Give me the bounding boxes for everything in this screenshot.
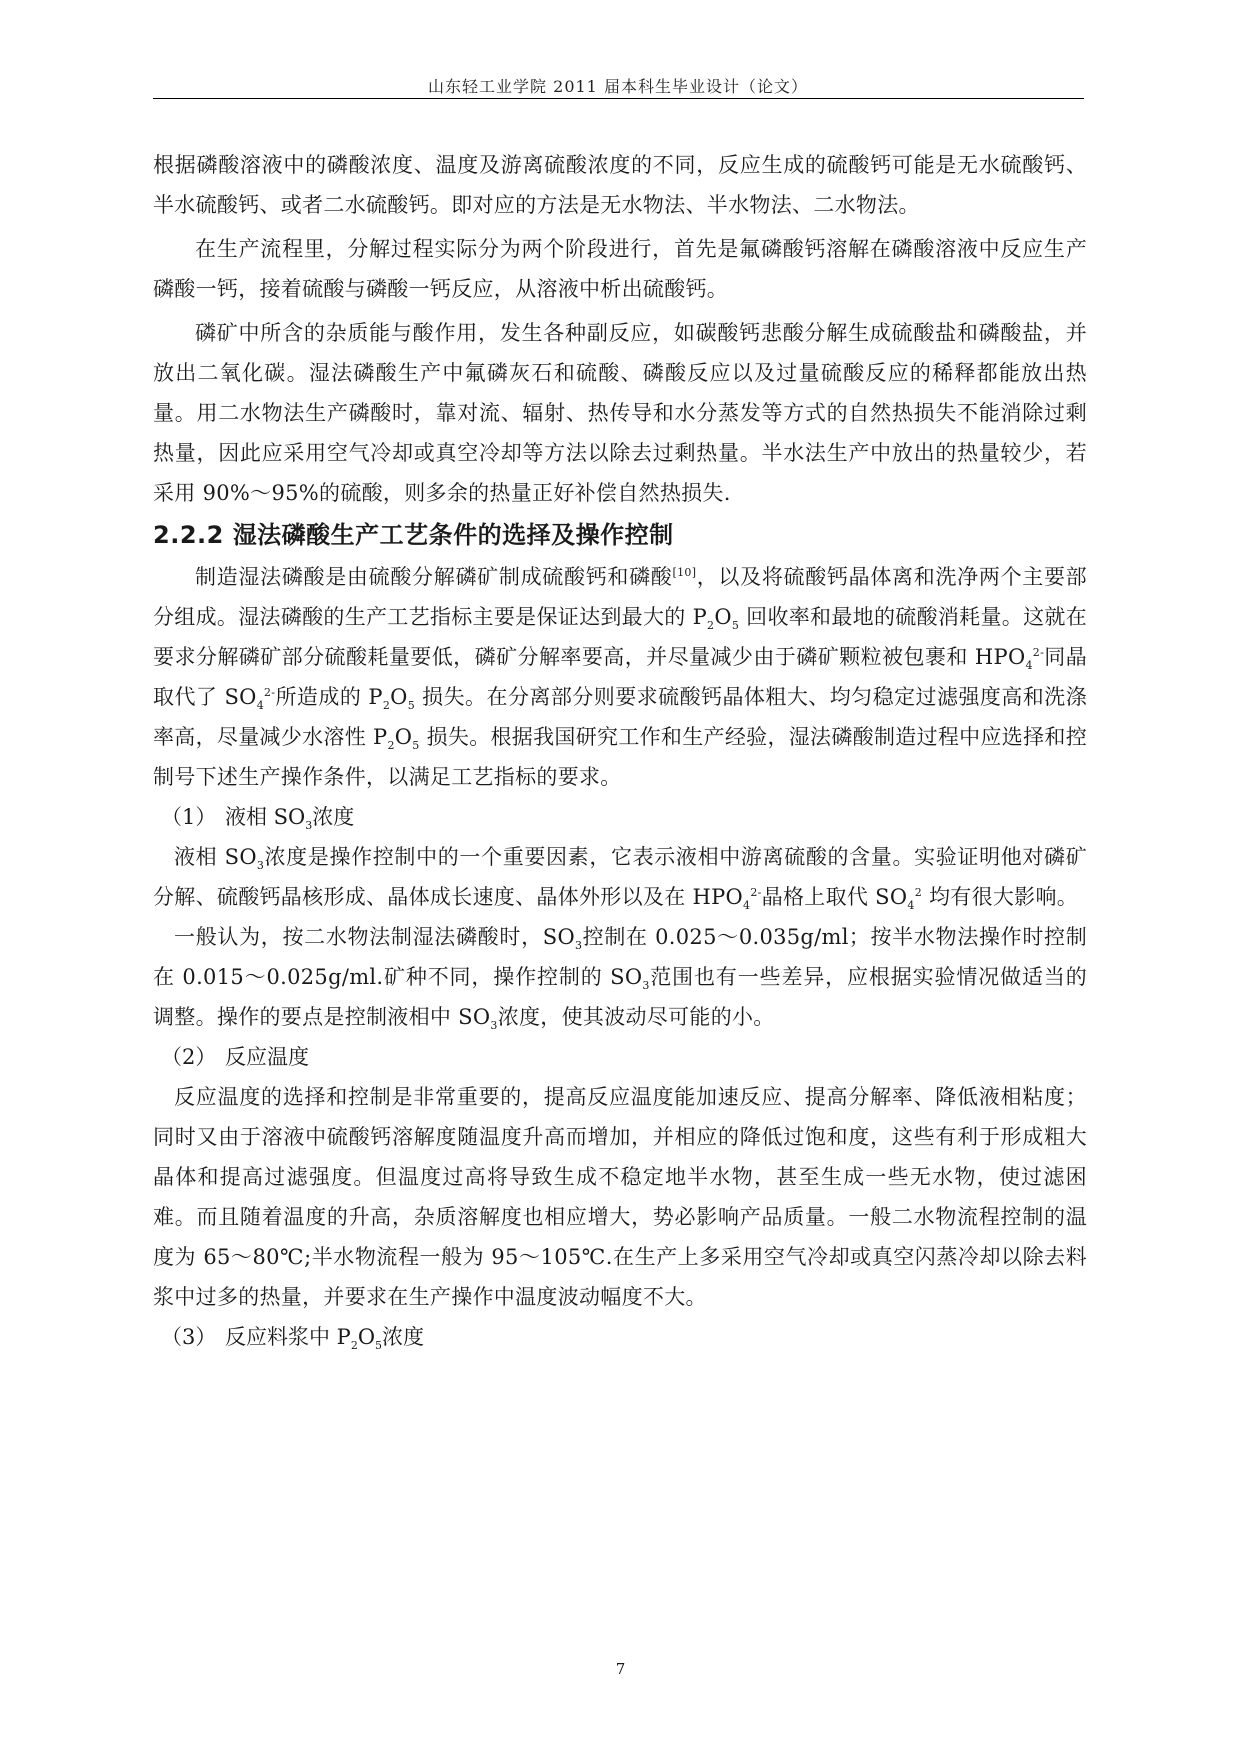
list-item-heading: （2） 反应温度 [161,1045,309,1069]
list-item-heading: （3） 反应料浆中 $P_2O_5$浓度 [161,1325,425,1353]
paragraph: 一般认为，按二水物法制湿法磷酸时，$SO_3$控制在 0.025～0.035g/ml；按半水物法操作时控制在 0.015～0.025g/ml.矿种不同，操作控制的 $SO_3$范围也有一些差异，应根据实验情况做适当的调整。操作的要点是控制液相中 $SO_3$浓度，使其波动尽可能的小。 [153,925,1088,1033]
header-rule [153,98,1084,99]
page-number: 7 [615,1660,626,1678]
page-header: 山东轻工业学院 2011 届本科生毕业设计（论文） [428,77,808,96]
paragraph: 磷矿中所含的杂质能与酸作用，发生各种副反应，如碳酸钙悲酸分解生成硫酸盐和磷酸盐，并放出二氧化碳。湿法磷酸生产中氟磷灰石和硫酸、磷酸反应以及过量硫酸反应的稀释都能放出热量。用二水物法生产磷酸时，靠对流、辐射、热传导和水分蒸发等方式的自然热损失不能消除过剩热量，因此应采用空气冷却或真空冷却等方法以除去过剩热量。半水法生产中放出的热量较少，若采用 90%～95%的硫酸，则多余的热量正好补偿自然热损失. [153,321,1087,505]
document-body [153,145,1087,1357]
section-heading: 2.2.2 湿法磷酸生产工艺条件的选择及操作控制 [153,521,674,549]
paragraph: 反应温度的选择和控制是非常重要的，提高反应温度能加速反应、提高分解率、降低液相粘度；同时又由于溶液中硫酸钙溶解度随温度升高而增加，并相应的降低过饱和度，这些有利于形成粗大晶体和提高过滤强度。但温度过高将导致生成不稳定地半水物，甚至生成一些无水物，使过滤困难。而且随着温度的升高，杂质溶解度也相应增大，势必影响产品质量。一般二水物流程控制的温度为 65～80℃;半水物流程一般为 95～105℃.在生产上多采用空气冷却或真空闪蒸冷却以除去料浆中过多的热量，并要求在生产操作中温度波动幅度不大。 [153,1085,1087,1309]
citation: [10] [672,566,697,579]
list-item-heading: （1） 液相 $SO_3$浓度 [161,805,355,833]
paragraph: 在生产流程里，分解过程实际分为两个阶段进行，首先是氟磷酸钙溶解在磷酸溶液中反应生产磷酸一钙，接着硫酸与磷酸一钙反应，从溶液中析出硫酸钙。 [153,237,1087,301]
paragraph: 制造湿法磷酸是由硫酸分解磷矿制成硫酸钙和磷酸[10]，以及将硫酸钙晶体离和洗净两个主要部分组成。湿法磷酸的生产工艺指标主要是保证达到最大的 $P_2O_5$ 回收率和最地的硫酸消耗量。这就在要求分解磷矿部分硫酸耗量要低，磷矿分解率要高，并尽量减少由于磷矿颗粒被包裹和 $HPO_4^{2-}$同晶取代了 $SO_4^{2-}$所造成的 $P_2O_5$ 损失。在分离部分则要求硫酸钙晶体粗大、均匀稳定过滤强度高和洗涤率高，尽量减少水溶性 $P_2O_5$ 损失。根据我国研究工作和生产经验，湿法磷酸制造过程中应选择和控制号下述生产操作条件，以满足工艺指标的要求。 [153,565,1088,789]
paragraph: 根据磷酸溶液中的磷酸浓度、温度及游离硫酸浓度的不同，反应生成的硫酸钙可能是无水硫酸钙、半水硫酸钙、或者二水硫酸钙。即对应的方法是无水物法、半水物法、二水物法。 [153,153,1087,217]
paragraph: 液相 $SO_3$浓度是操作控制中的一个重要因素，它表示液相中游离硫酸的含量。实验证明他对磷矿分解、硫酸钙晶核形成、晶体成长速度、晶体外形以及在 $HPO_4^{2-}$晶格上取代 $SO_4^2$ 均有很大影响。 [153,845,1087,913]
